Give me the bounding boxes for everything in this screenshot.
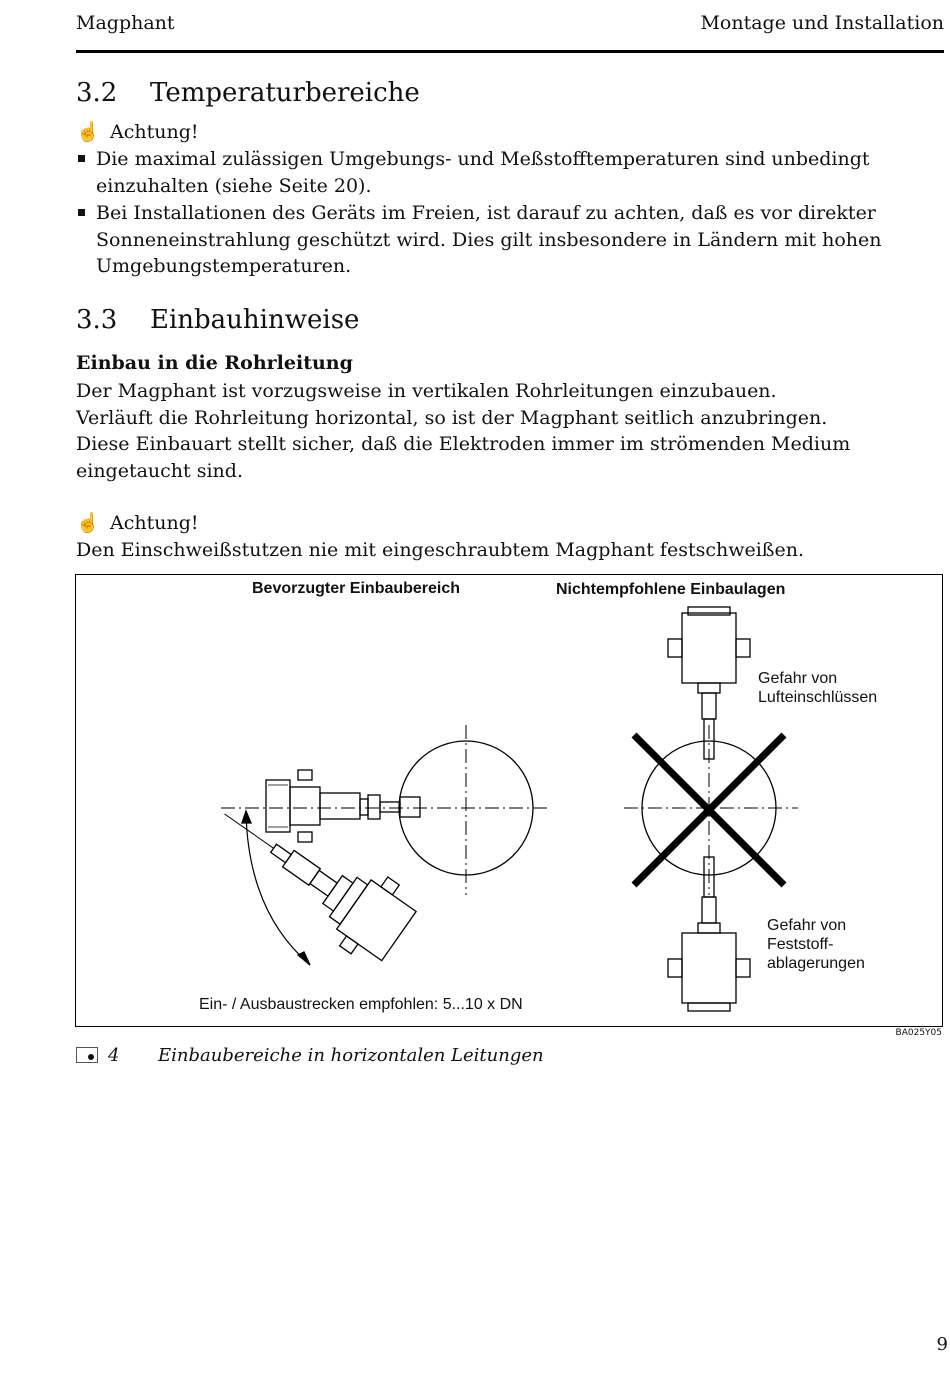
caution-label: Achtung!	[110, 512, 199, 534]
paragraph-line: Der Magphant ist vorzugsweise in vertikalen Rohrleitungen einzubauen.	[76, 380, 777, 402]
label-solids-risk	[767, 916, 865, 973]
section-title: Einbauhinweise	[150, 305, 360, 335]
installation-figure	[75, 574, 943, 1027]
label-air-line: Gefahr von	[758, 670, 838, 687]
figure-icon	[76, 1047, 98, 1063]
caution-text: Den Einschweißstutzen nie mit eingeschraubtem Magphant festschweißen.	[76, 539, 805, 561]
running-header-chapter: Montage und Installation	[700, 12, 944, 34]
label-solids-line: ablagerungen	[767, 955, 865, 972]
figure-caption	[76, 1045, 544, 1066]
hand-caution-icon: ☝	[76, 512, 100, 534]
label-air-line: Lufteinschlüssen	[758, 689, 878, 706]
sensor-horizontal	[266, 770, 420, 842]
caption-number: 4	[108, 1045, 120, 1066]
paragraph	[76, 378, 936, 484]
header-rule	[76, 50, 944, 53]
caution-note	[76, 120, 199, 143]
list-item	[76, 146, 946, 199]
hand-caution-icon: ☝	[76, 121, 100, 143]
label-preferred-area: Bevorzugter Einbaubereich	[252, 580, 461, 597]
section-heading-3-3	[76, 305, 359, 335]
page-number: 9	[936, 1334, 948, 1355]
list-item	[76, 200, 946, 280]
section-heading-3-2	[76, 78, 420, 108]
section-number: 3.3	[76, 305, 118, 335]
label-air-risk	[758, 669, 877, 707]
list-item-text: Bei Installationen des Geräts im Freien, ist darauf zu achten, daß es vor direkter Sonneneinstrahlung geschützt wird. Dies gilt insbesondere in Ländern mit hohen Umgebungstemperaturen.	[96, 202, 882, 277]
running-header-title: Magphant	[76, 12, 175, 34]
section-title: Temperaturbereiche	[150, 78, 420, 108]
label-installation-distance: Ein- / Ausbaustrecken empfohlen: 5...10 x DN	[199, 996, 523, 1013]
bullet-square-icon	[78, 155, 85, 162]
figure-id: BA025Y05	[895, 1028, 942, 1038]
list-item-text: Die maximal zulässigen Umgebungs- und Meßstofftemperaturen sind unbedingt einzuhalten (siehe Seite 20).	[96, 148, 870, 197]
caution-note	[76, 511, 199, 534]
label-solids-line: Gefahr von	[767, 917, 847, 934]
subheading: Einbau in die Rohrleitung	[76, 352, 353, 374]
caption-text: Einbaubereiche in horizontalen Leitungen	[158, 1045, 544, 1066]
bullet-square-icon	[78, 209, 85, 216]
paragraph-line: Verläuft die Rohrleitung horizontal, so ist der Magphant seitlich anzubringen.	[76, 406, 828, 429]
section-number: 3.2	[76, 78, 118, 108]
caution-label: Achtung!	[110, 121, 199, 143]
paragraph-line: Diese Einbauart stellt sicher, daß die Elektroden immer im strömenden Medium eingetaucht sind.	[76, 433, 851, 482]
label-solids-line: Feststoff-	[767, 936, 834, 953]
label-not-recommended: Nichtempfohlene Einbaulagen	[556, 581, 786, 598]
